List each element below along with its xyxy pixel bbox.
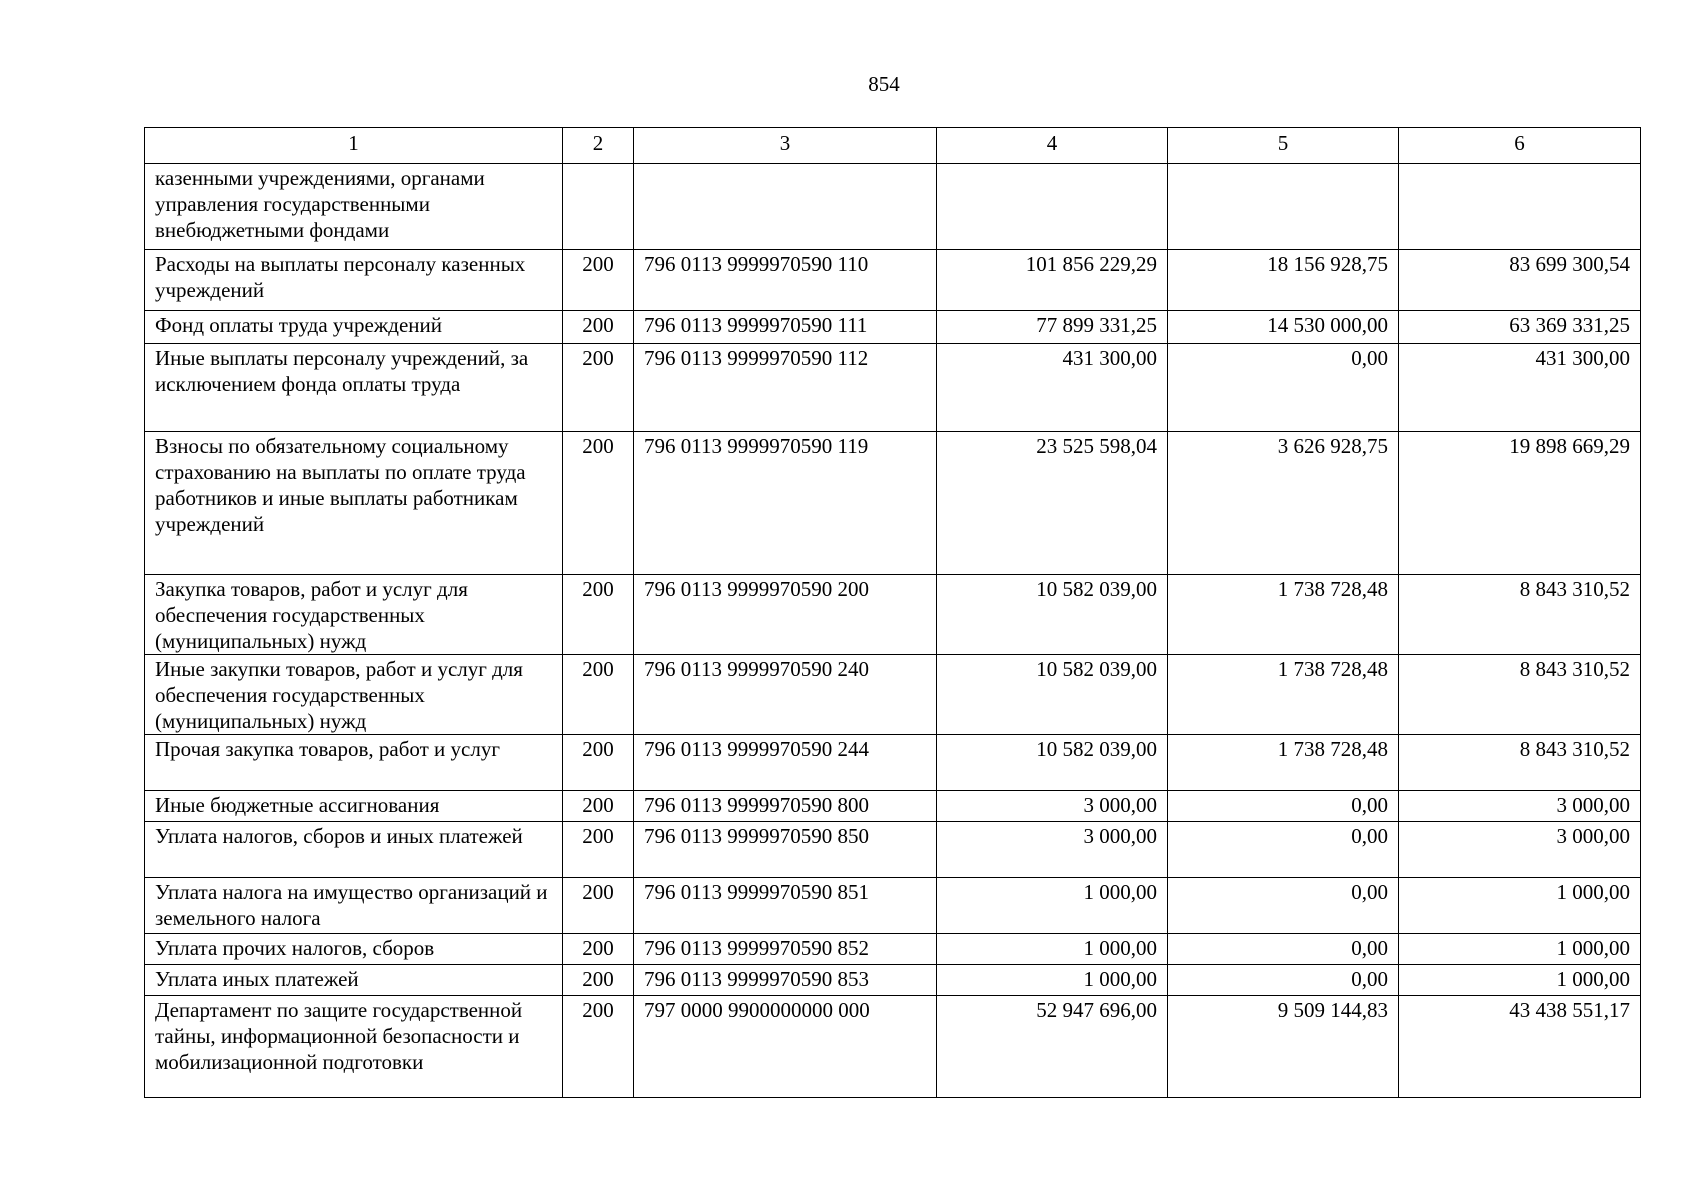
table-row	[145, 575, 1641, 655]
table-row	[145, 965, 1641, 996]
header-col-5: 5	[1168, 128, 1399, 164]
row-classification: 796 0113 9999970590 200	[634, 575, 937, 655]
row-col5: 0,00	[1168, 791, 1399, 822]
row-classification: 796 0113 9999970590 850	[634, 822, 937, 878]
row-col5: 14 530 000,00	[1168, 311, 1399, 344]
row-col5: 18 156 928,75	[1168, 250, 1399, 311]
row-col5: 1 738 728,48	[1168, 575, 1399, 655]
row-col6: 3 000,00	[1399, 791, 1641, 822]
table-row	[145, 934, 1641, 965]
row-classification: 796 0113 9999970590 800	[634, 791, 937, 822]
row-name: Иные выплаты персоналу учреждений, за исключением фонда оплаты труда	[145, 344, 563, 432]
row-col6: 1 000,00	[1399, 934, 1641, 965]
row-col6: 431 300,00	[1399, 344, 1641, 432]
header-row	[145, 128, 1641, 164]
row-col4: 101 856 229,29	[937, 250, 1168, 311]
row-col4: 77 899 331,25	[937, 311, 1168, 344]
row-name: Иные бюджетные ассигнования	[145, 791, 563, 822]
table-body	[145, 164, 1641, 1098]
row-code: 200	[563, 996, 634, 1098]
row-col6: 8 843 310,52	[1399, 575, 1641, 655]
row-col6: 8 843 310,52	[1399, 735, 1641, 791]
row-col4: 10 582 039,00	[937, 735, 1168, 791]
row-classification: 796 0113 9999970590 111	[634, 311, 937, 344]
row-classification: 796 0113 9999970590 244	[634, 735, 937, 791]
row-classification: 796 0113 9999970590 851	[634, 878, 937, 934]
row-col6: 19 898 669,29	[1399, 432, 1641, 575]
header-col-3: 3	[634, 128, 937, 164]
row-name: Прочая закупка товаров, работ и услуг	[145, 735, 563, 791]
row-col5: 3 626 928,75	[1168, 432, 1399, 575]
row-classification: 796 0113 9999970590 110	[634, 250, 937, 311]
header-col-1: 1	[145, 128, 563, 164]
budget-table	[144, 127, 1641, 1098]
row-code: 200	[563, 735, 634, 791]
row-classification	[634, 164, 937, 250]
row-col4: 3 000,00	[937, 822, 1168, 878]
row-name: казенными учреждениями, органами управления государственными внебюджетными фондами	[145, 164, 563, 250]
row-col4: 10 582 039,00	[937, 655, 1168, 735]
table-row	[145, 432, 1641, 575]
table-row	[145, 791, 1641, 822]
row-code: 200	[563, 965, 634, 996]
row-classification: 796 0113 9999970590 853	[634, 965, 937, 996]
row-code: 200	[563, 250, 634, 311]
row-name: Уплата налогов, сборов и иных платежей	[145, 822, 563, 878]
table-row	[145, 655, 1641, 735]
row-name: Фонд оплаты труда учреждений	[145, 311, 563, 344]
row-classification: 796 0113 9999970590 240	[634, 655, 937, 735]
row-col4: 52 947 696,00	[937, 996, 1168, 1098]
row-name: Уплата налога на имущество организаций и земельного налога	[145, 878, 563, 934]
row-col5: 0,00	[1168, 344, 1399, 432]
row-classification: 796 0113 9999970590 112	[634, 344, 937, 432]
row-classification: 796 0113 9999970590 852	[634, 934, 937, 965]
row-col5: 0,00	[1168, 934, 1399, 965]
row-col6: 1 000,00	[1399, 878, 1641, 934]
row-col4	[937, 164, 1168, 250]
row-name: Департамент по защите государственной тайны, информационной безопасности и мобилизационной подготовки	[145, 996, 563, 1098]
row-col6: 83 699 300,54	[1399, 250, 1641, 311]
row-col5: 9 509 144,83	[1168, 996, 1399, 1098]
row-col6: 1 000,00	[1399, 965, 1641, 996]
row-col6	[1399, 164, 1641, 250]
row-col6: 63 369 331,25	[1399, 311, 1641, 344]
row-col4: 10 582 039,00	[937, 575, 1168, 655]
page-number: 854	[868, 72, 900, 96]
row-code: 200	[563, 344, 634, 432]
row-col6: 8 843 310,52	[1399, 655, 1641, 735]
row-col4: 1 000,00	[937, 878, 1168, 934]
row-code: 200	[563, 655, 634, 735]
row-name: Взносы по обязательному социальному страхованию на выплаты по оплате труда работников и иные выплаты работникам учреждений	[145, 432, 563, 575]
table-row	[145, 822, 1641, 878]
header-col-4: 4	[937, 128, 1168, 164]
table-row	[145, 164, 1641, 250]
row-col4: 1 000,00	[937, 934, 1168, 965]
table-row	[145, 996, 1641, 1098]
row-name: Закупка товаров, работ и услуг для обеспечения государственных (муниципальных) нужд	[145, 575, 563, 655]
row-col4: 3 000,00	[937, 791, 1168, 822]
row-col4: 1 000,00	[937, 965, 1168, 996]
row-col5: 1 738 728,48	[1168, 735, 1399, 791]
row-col5	[1168, 164, 1399, 250]
row-code: 200	[563, 822, 634, 878]
row-code: 200	[563, 934, 634, 965]
row-col4: 431 300,00	[937, 344, 1168, 432]
table-row	[145, 344, 1641, 432]
row-code: 200	[563, 791, 634, 822]
row-code: 200	[563, 575, 634, 655]
row-col6: 3 000,00	[1399, 822, 1641, 878]
row-col5: 0,00	[1168, 965, 1399, 996]
row-name: Уплата прочих налогов, сборов	[145, 934, 563, 965]
row-classification: 796 0113 9999970590 119	[634, 432, 937, 575]
row-col5: 0,00	[1168, 822, 1399, 878]
row-col4: 23 525 598,04	[937, 432, 1168, 575]
row-code: 200	[563, 878, 634, 934]
table-row	[145, 311, 1641, 344]
table-row	[145, 735, 1641, 791]
row-name: Иные закупки товаров, работ и услуг для обеспечения государственных (муниципальных) нужд	[145, 655, 563, 735]
row-code: 200	[563, 432, 634, 575]
table-row	[145, 250, 1641, 311]
row-col6: 43 438 551,17	[1399, 996, 1641, 1098]
row-name: Уплата иных платежей	[145, 965, 563, 996]
row-col5: 1 738 728,48	[1168, 655, 1399, 735]
row-code: 200	[563, 311, 634, 344]
row-col5: 0,00	[1168, 878, 1399, 934]
table-row	[145, 878, 1641, 934]
row-name: Расходы на выплаты персоналу казенных учреждений	[145, 250, 563, 311]
row-code	[563, 164, 634, 250]
header-col-2: 2	[563, 128, 634, 164]
table-header	[145, 128, 1641, 164]
header-col-6: 6	[1399, 128, 1641, 164]
row-classification: 797 0000 9900000000 000	[634, 996, 937, 1098]
